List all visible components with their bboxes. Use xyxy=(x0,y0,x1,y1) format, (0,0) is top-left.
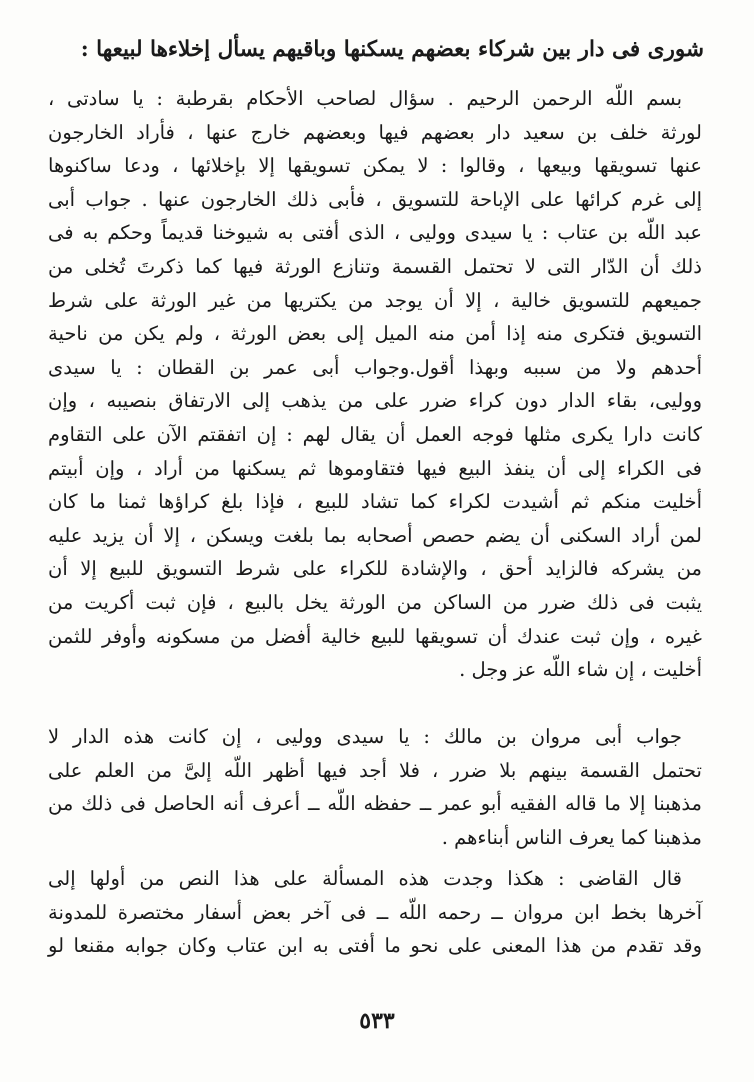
text-line: مذهبنا كما يعرف الناس أبناءهم . xyxy=(441,825,702,849)
text-line: لورثة خلف بن سعيد دار بعضهم فيها وبعضهم خارج عنها ، فأراد الخارجون xyxy=(48,120,702,144)
text-line: أحدهم ولا من سببه وبهذا أقول.وجواب أبى عمر بن القطان : يا سيدى xyxy=(48,355,702,379)
text-line: عبد اللّه بن عتاب : يا سيدى وولیی ، الذى أفتى به شيوخنا قديماً وحكم به فى xyxy=(48,221,702,245)
text-line: كانت دارا يكرى مثلها فوجه العمل أن يقال لهم : إن اتفقتم الآن على التقاوم xyxy=(48,422,702,446)
text-line: يثبت فى ذلك ضرر من الساكن من الورثة يخل بالبيع ، فإن ثبت أكريت من xyxy=(48,590,702,614)
text-line: التسويق فتكرى منه إذا أمن منه الميل إلى بعض الورثة ، ولم يكن من ناحية xyxy=(48,322,702,346)
paragraph-3 xyxy=(48,862,702,963)
paragraph-1 xyxy=(48,82,702,687)
section-heading: شورى فى دار بين شركاء بعضهم يسكنها وباقيهم يسأل إخلاءها لبيعها : xyxy=(80,37,704,62)
text-line: قال القاضى : هكذا وجدت هذه المسألة على هذا النص من أولها إلى xyxy=(48,867,682,890)
text-line: فى الكراء إلى أن ينفذ البيع فيها فتقاوموها ثم يسكنها من أراد ، وإن أبيتم xyxy=(48,456,702,480)
text-line: إلى غرم كرائها على الإباحة للتسويق ، فأبى ذلك الخارجون عنها . جواب أبى xyxy=(48,187,702,211)
text-line: جواب أبى مروان بن مالك : يا سيدى وولیی ، إن كانت هذه الدار لا xyxy=(48,725,682,748)
text-line: آخرها بخط ابن مروان ــ رحمه اللّه ــ فى آخر بعض أسفار مختصرة للمدونة xyxy=(48,900,702,924)
text-line: من يشركه فالزايد أحق ، والإشادة للكراء على شرط التسويق للبيع إلا أن xyxy=(48,557,702,581)
paragraph-2 xyxy=(48,720,702,854)
text-line: مذهبنا إلا ما قاله الفقيه أبو عمر ــ حفظه اللّه ــ أعرف أنه الحاصل فى ذلك من xyxy=(48,792,702,816)
text-line: لمن أراد السكنى أن يضم حصص أصحابه بما بلغت ويسكن ، إلا أن يزيد عليه xyxy=(48,523,702,547)
text-line: تحتمل القسمة بينهم بلا ضرر ، فلا أجد فيها أظهر اللّه إلىَّ من العلم على xyxy=(48,758,702,782)
text-line: بسم اللّه الرحمن الرحيم . سؤال لصاحب الأحكام بقرطبة : يا سادتى ، xyxy=(48,87,682,110)
text-line: جميعهم للتسويق خالية ، إلا أن يوجد من يكتريها من غير الورثة على شرط xyxy=(48,288,702,312)
page-number: ٥٣٣ xyxy=(359,1008,395,1034)
text-line: عنها تسويقها وبيعها ، وقالوا : لا يمكن تسويقها إلا بإخلائها ، ودعا ساكنوها xyxy=(48,154,702,178)
text-line: وقد تقدم من هذا المعنى على نحو ما أفتى به ابن عتاب وكان جوابه مقنعا لو xyxy=(48,934,702,958)
text-line: غيره ، وإن ثبت عندك أن تسويقها للبيع خالية أفضل من مسكونه وأوفر للثمن xyxy=(48,624,702,648)
text-line: ذلك أن الدّار التى لا تحتمل القسمة وتنازع الورثة فيها كما ذكرتَ تُخلى من xyxy=(48,254,702,278)
text-line: أخليت ، إن شاء اللّه عز وجل . xyxy=(459,658,702,682)
text-line: أخليت منكم ثم أشيدت لكراء كما تشاد للبيع ، فإذا بلغ كراؤها ثمنا ما كان xyxy=(48,490,702,514)
text-line: وولیی، بقاء الدار دون كراء ضرر على من يذهب إلى الارتفاق بنصيبه ، وإن xyxy=(48,389,702,413)
